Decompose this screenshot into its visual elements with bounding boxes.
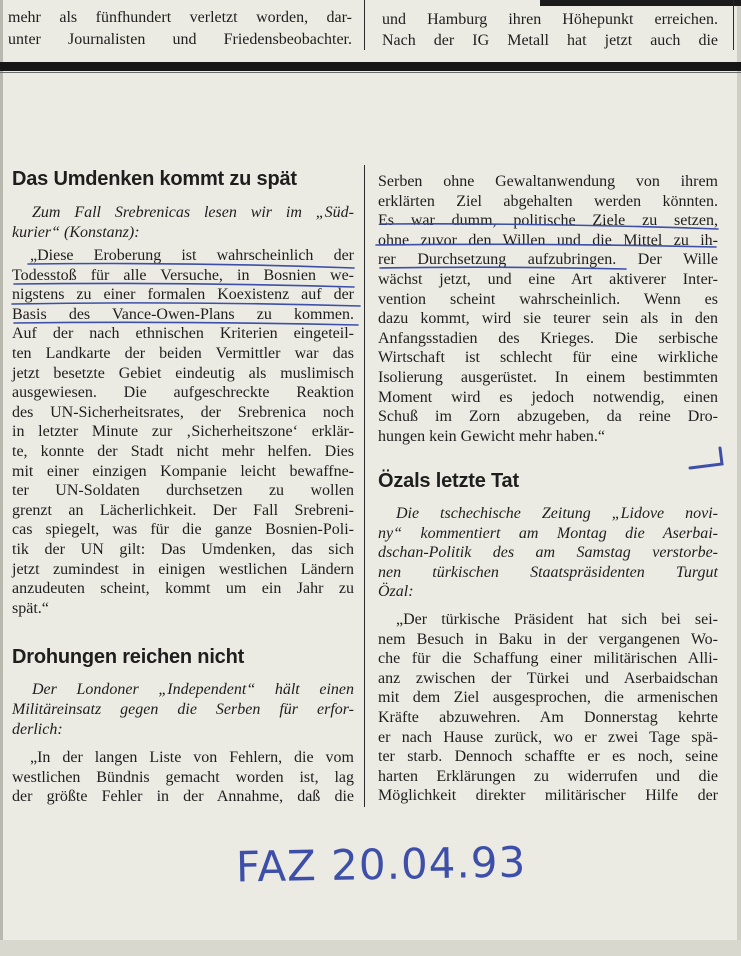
text-line: nem Besuch in Baku in der vergangenen Wo- — [378, 630, 718, 648]
underline-mark — [380, 224, 718, 229]
top-left-line: mehr als fünfhundert verletzt worden, dar- — [8, 9, 352, 26]
text-line: erklärten Ziel abgehalten werden könnten. — [378, 192, 718, 210]
text-line: „In der langen Liste von Fehlern, die vom — [30, 749, 354, 766]
text-line: ter UN-Soldaten durchsetzen zu wollen — [12, 482, 354, 500]
text-line: dazu kommt, wird sie teurer sein als in den — [378, 310, 718, 328]
text-line: dschan-Politik des am Samstag verstorbe- — [378, 544, 718, 562]
article1-title: Das Umdenken kommt zu spät — [12, 168, 297, 190]
text-line: ny“ kommentiert am Montag die Aserbai- — [378, 524, 718, 542]
text-line: Auf der nach ethnischen Kriterien eingeteil- — [12, 325, 354, 343]
text-line: ten Landkarte der beiden Vermittler war das — [12, 345, 354, 362]
text-line: tik der UN gilt: Das Umdenken, das sich — [12, 541, 354, 558]
text-line: des UN-Sicherheitsrates, der Srebrenica noch — [12, 403, 354, 421]
underline-mark — [380, 267, 626, 269]
article2-intro: derlich: — [12, 721, 63, 738]
text-line: cas spiegelt, was für die ganze Bosnien-Poli- — [12, 521, 354, 539]
text-line: in letzter Minute zur ‚Sicherheitszone‘ erklär- — [12, 423, 354, 441]
text-line: „Diese Eroberung ist wahrscheinlich der — [30, 247, 354, 264]
text-line: „Der türkische Präsident hat sich bei sei- — [396, 611, 718, 628]
underline-mark — [14, 322, 358, 325]
text-line: vention scheint wahrscheinlich. Wenn es — [378, 290, 718, 308]
underline-mark — [14, 283, 354, 287]
article1-intro: kurier“ (Konstanz): — [12, 224, 140, 241]
scan-bottom-edge — [0, 940, 741, 956]
text-line: Basis des Vance-Owen-Plans zu kommen. — [12, 305, 354, 323]
text-line: spät.“ — [12, 599, 49, 617]
text-line: te, konnte der Stadt nicht mehr helfen. Dies — [12, 443, 354, 460]
text-line: Wirtschaft ist schlecht für eine wirkliche — [378, 349, 718, 367]
top-left-line: unter Journalisten und Friedensbeobachter. — [8, 31, 352, 48]
text-line: er nach Hause zurück, wo er zwei Tage spä- — [378, 728, 718, 746]
text-line: wächst jetzt, und eine Art aktiverer Inter- — [378, 271, 718, 288]
article2-intro: Militäreinsatz gegen die Serben für erfor- — [12, 701, 354, 718]
text-line: Moment wird es jedoch notwendig, einen — [378, 388, 718, 406]
text-line: westlichen Bündnis gemacht worden ist, lag — [12, 768, 354, 786]
article1-intro: Zum Fall Srebrenicas lesen wir im „Süd- — [32, 204, 354, 221]
underline-mark — [28, 264, 354, 269]
text-line: Schuß im Zorn abzugeben, da reine Dro- — [378, 408, 718, 426]
text-line: nigstens zu einer formalen Koexistenz auf der — [12, 286, 354, 304]
underline-mark — [376, 244, 716, 247]
text-line: der größte Fehler in der Annahme, daß die — [12, 788, 354, 806]
handwritten-source-note: FAZ 20.04.93 — [235, 837, 527, 892]
text-line: Özal: — [378, 583, 414, 601]
text-line: hungen kein Gewicht mehr haben.“ — [378, 427, 606, 445]
text-line: Kräfte abzuwehren. Am Donnerstag kehrte — [378, 709, 718, 726]
text-line: ter starb. Dennoch schaffte er es noch, seine — [378, 748, 718, 766]
text-line: jetzt besetzte Gebiet eindeutig als muslimisch — [12, 364, 354, 382]
text-line: Todesstoß für alle Versuche, in Bosnien we- — [12, 266, 354, 284]
text-line: nen türkischen Staatspräsidenten Turgut — [378, 563, 718, 581]
text-line: rer Durchsetzung aufzubringen. Der Wille — [378, 251, 718, 269]
text-line: che für die Schaffung einer militärischen Alli- — [378, 650, 718, 668]
text-line: harten Erklärungen zu widerrufen und die — [378, 767, 718, 785]
top-right-line: Nach der IG Metall hat jetzt auch die — [382, 32, 718, 49]
text-line: anz zwischen der Türkei und Aserbaidschan — [378, 669, 718, 687]
text-line: grenzt an Lächerlichkeit. Der Fall Srebreni- — [12, 501, 354, 519]
underline-mark — [12, 303, 360, 306]
article3-title: Özals letzte Tat — [378, 470, 519, 492]
text-line: jetzt zumindest in einigen westlichen Ländern — [12, 560, 354, 578]
text-line: Serben ohne Gewaltanwendung von ihrem — [378, 173, 718, 190]
article2-title: Drohungen reichen nicht — [12, 646, 245, 668]
margin-mark — [690, 448, 722, 468]
text-line: Isolierung ausgerüstet. In einem bestimmten — [378, 369, 718, 386]
text-line: mit einer einzigen Kompanie leicht bewaffne- — [12, 462, 354, 480]
top-right-line: und Hamburg ihren Höhepunkt erreichen. — [382, 11, 718, 28]
text-line: ausgewiesen. Die aufgeschreckte Reaktion — [12, 384, 354, 402]
text-line: mit dem Ziel ausgesprochen, die armenischen — [378, 689, 718, 707]
article2-intro: Der Londoner „Independent“ hält einen — [32, 681, 354, 698]
text-line: ohne zuvor den Willen und die Mittel zu ih- — [378, 231, 718, 249]
text-line: anzudeuten scheint, kommt um ein Jahr zu — [12, 580, 354, 598]
text-line: Anfangsstadien des Krieges. Die serbische — [378, 329, 718, 347]
text-line: Möglichkeit direkter militärischer Hilfe der — [378, 787, 718, 805]
text-line: Die tschechische Zeitung „Lidove novi- — [396, 505, 718, 522]
text-line: Es war dumm, politische Ziele zu setzen, — [378, 212, 718, 230]
